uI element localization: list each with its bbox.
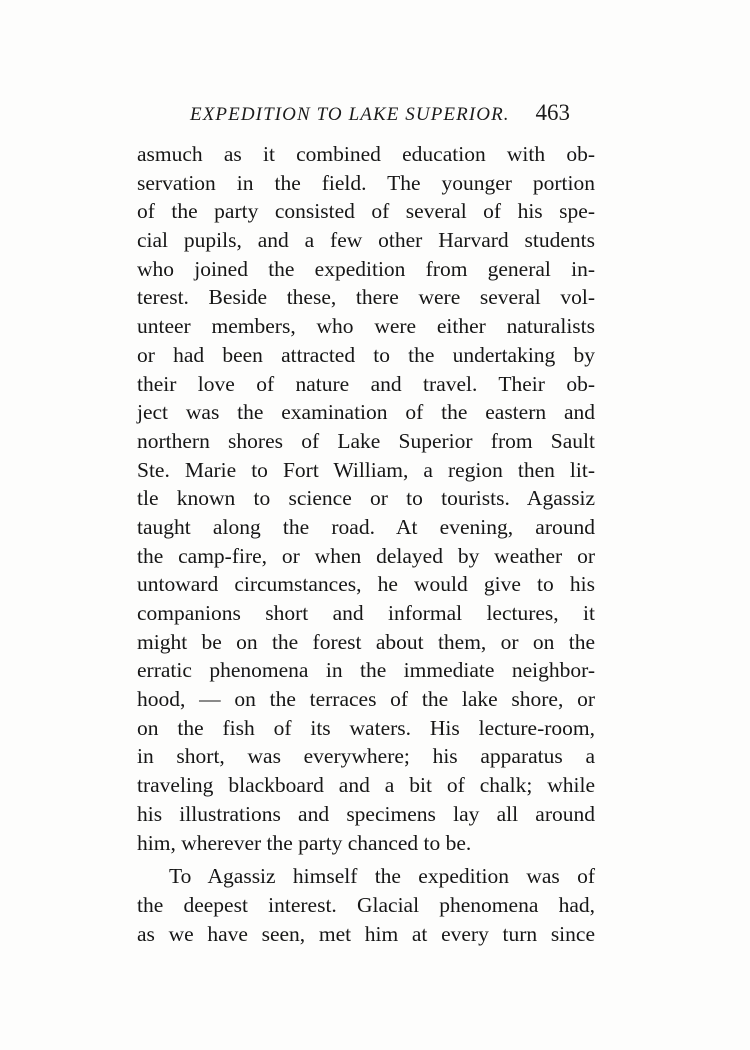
text-line: the camp-fire, or when delayed by weather or [137, 543, 595, 568]
text-line: him, wherever the party chanced to be. [137, 830, 472, 855]
text-line: Ste. Marie to Fort William, a region then lit- [137, 457, 595, 482]
text-line: their love of nature and travel. Their ob- [137, 371, 595, 396]
text-line: ject was the examination of the eastern and [137, 400, 595, 425]
text-line: terest. Beside these, there were several vol- [137, 285, 595, 310]
page-number: 463 [535, 100, 570, 125]
text-line: on the fish of its waters. His lecture-room, [137, 715, 595, 740]
text-line: erratic phenomena in the immediate neighbor- [137, 658, 595, 683]
text-line: To Agassiz himself the expedition was of [169, 864, 595, 889]
text-line: the deepest interest. Glacial phenomena had, [137, 892, 595, 917]
text-line: companions short and informal lectures, it [137, 601, 595, 625]
text-line: in short, was everywhere; his apparatus a [137, 744, 595, 769]
body-text [137, 140, 595, 948]
text-line: untoward circumstances, he would give to his [137, 572, 595, 597]
text-line: cial pupils, and a few other Harvard students [137, 228, 595, 253]
running-head [190, 100, 570, 130]
text-line: traveling blackboard and a bit of chalk; while [137, 773, 595, 798]
text-line: hood, — on the terraces of the lake shore, or [137, 687, 595, 712]
text-line: or had been attracted to the undertaking by [137, 342, 595, 367]
text-line: of the party consisted of several of his spe- [137, 199, 595, 224]
text-line: his illustrations and specimens lay all around [137, 801, 595, 826]
text-line: might be on the forest about them, or on the [137, 629, 595, 654]
text-line: asmuch as it combined education with ob- [137, 142, 595, 166]
text-line: as we have seen, met him at every turn since [137, 921, 595, 946]
running-title: EXPEDITION TO LAKE SUPERIOR. [190, 104, 510, 125]
text-line: taught along the road. At evening, around [137, 514, 595, 539]
text-line: northern shores of Lake Superior from Sault [137, 428, 595, 453]
text-line: tle known to science or to tourists. Agassiz [137, 486, 595, 511]
text-line: unteer members, who were either naturalists [137, 314, 595, 339]
text-line: servation in the field. The younger portion [137, 170, 595, 195]
text-line: who joined the expedition from general in- [137, 256, 595, 281]
